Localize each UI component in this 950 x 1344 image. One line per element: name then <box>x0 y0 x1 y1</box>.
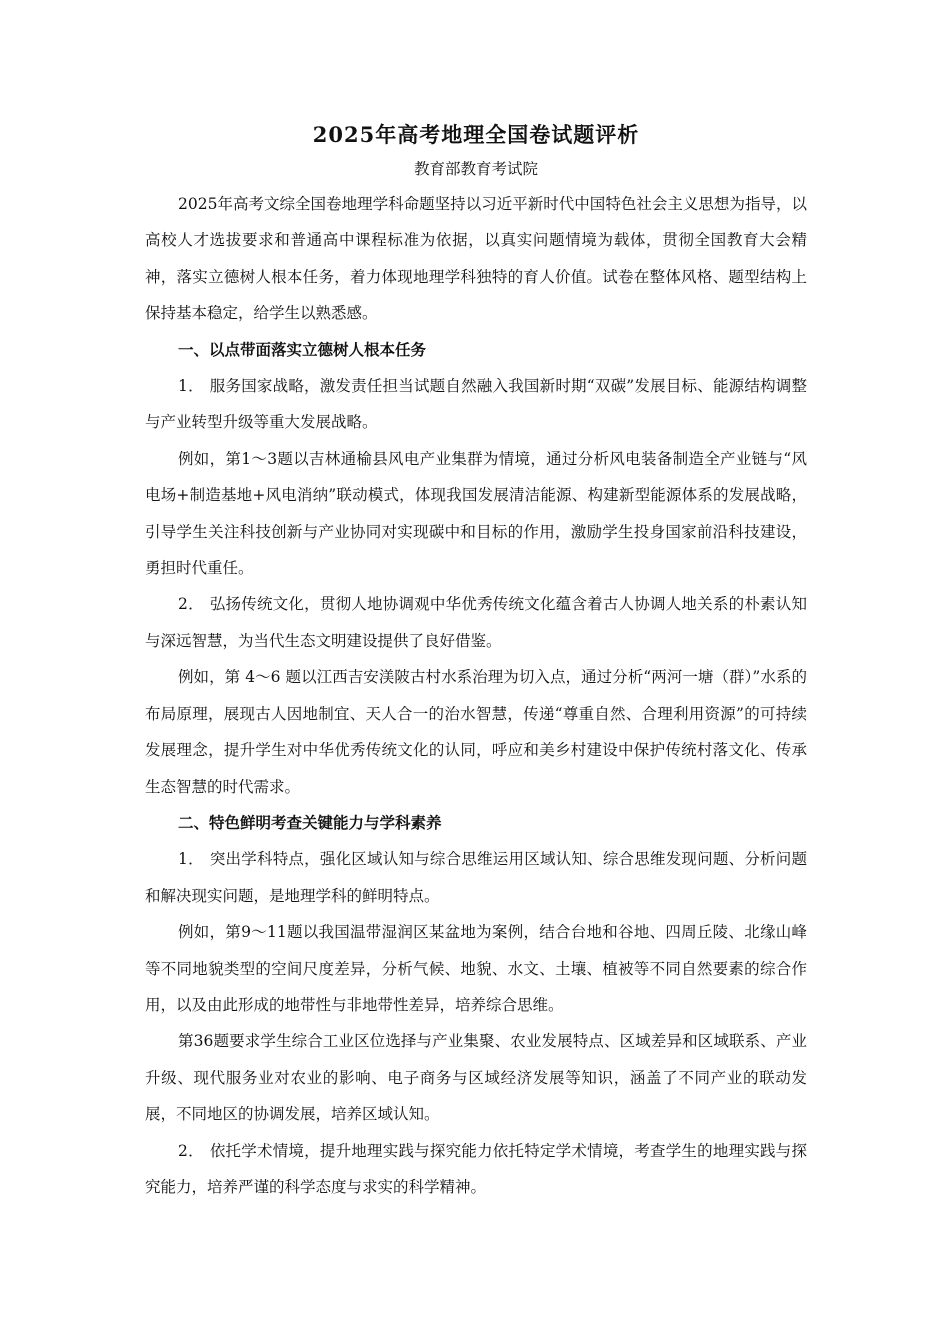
item-number: 1． <box>178 850 204 869</box>
item-text: 服务国家战略，激发责任担当试题自然融入我国新时期“双碳”发展目标、能源结构调整与产业转型升级等重大发展战略。 <box>145 377 807 432</box>
section1-heading: 一、以点带面落实立德树人根本任务 <box>178 339 427 359</box>
section2-heading: 二、特色鲜明考查关键能力与学科素养 <box>178 812 442 832</box>
section2-item1-paragraph <box>145 841 807 914</box>
section1-item2-example: 例如，第 4～6 题以江西吉安渼陂古村水系治理为切入点，通过分析“两河一塘（群）”水系的布局原理，展现古人因地制宜、天人合一的治水智慧，传递“尊重自然、合理利用资源”的可持续发展理念，提升学生对中华优秀传统文化的认同，呼应和美乡村建设中保护传统村落文化、传承生态智慧的时代需求。 <box>145 668 807 796</box>
item-number: 2． <box>178 1141 204 1160</box>
item-number: 2． <box>178 595 204 614</box>
document-body <box>145 118 807 1205</box>
section2-item1-example2: 第36题要求学生综合工业区位选择与产业集聚、农业发展特点、区域差异和区域联系、产业升级、现代服务业对农业的影响、电子商务与区域经济发展等知识，涵盖了不同产业的联动发展，不同地区的协调发展，培养区域认知。 <box>145 1032 807 1124</box>
section1-item1-paragraph <box>145 368 807 441</box>
item-text: 弘扬传统文化，贯彻人地协调观中华优秀传统文化蕴含着古人协调人地关系的朴素认知与深远智慧，为当代生态文明建设提供了良好借鉴。 <box>145 595 807 650</box>
section2-item2-paragraph <box>145 1133 807 1206</box>
document-author: 教育部教育考试院 <box>413 160 538 178</box>
section2-item1-example1: 例如，第9～11题以我国温带湿润区某盆地为案例，结合台地和谷地、四周丘陵、北缘山峰等不同地貌类型的空间尺度差异，分析气候、地貌、水文、土壤、植被等不同自然要素的综合作用，以及由此形成的地带性与非地带性差异，培养综合思维。 <box>145 923 807 1014</box>
document-title: 2025年高考地理全国卷试题评析 <box>312 122 640 147</box>
item-number: 1． <box>178 377 204 396</box>
section1-item1-example: 例如，第1～3题以吉林通榆县风电产业集群为情境，通过分析风电装备制造全产业链与“风电场+制造基地+风电消纳”联动模式，体现我国发展清洁能源、构建新型能源体系的发展战略，引导学生关注科技创新与产业协同对实现碳中和目标的作用，激励学生投身国家前沿科技建设，勇担时代重任。 <box>145 449 807 578</box>
item-text: 依托学术情境，提升地理实践与探究能力依托特定学术情境，考查学生的地理实践与探究能力，培养严谨的科学态度与求实的科学精神。 <box>145 1141 807 1196</box>
intro-paragraph: 2025年高考文综全国卷地理学科命题坚持以习近平新时代中国特色社会主义思想为指导，以高校人才选拔要求和普通高中课程标准为依据，以真实问题情境为载体，贯彻全国教育大会精神，落实立德树人根本任务，着力体现地理学科独特的育人价值。试卷在整体风格、题型结构上保持基本稳定，给学生以熟悉感。 <box>145 195 807 323</box>
item-text: 突出学科特点，强化区域认知与综合思维运用区域认知、综合思维发现问题、分析问题和解决现实问题，是地理学科的鲜明特点。 <box>145 850 807 905</box>
section1-item2-paragraph <box>145 586 807 659</box>
